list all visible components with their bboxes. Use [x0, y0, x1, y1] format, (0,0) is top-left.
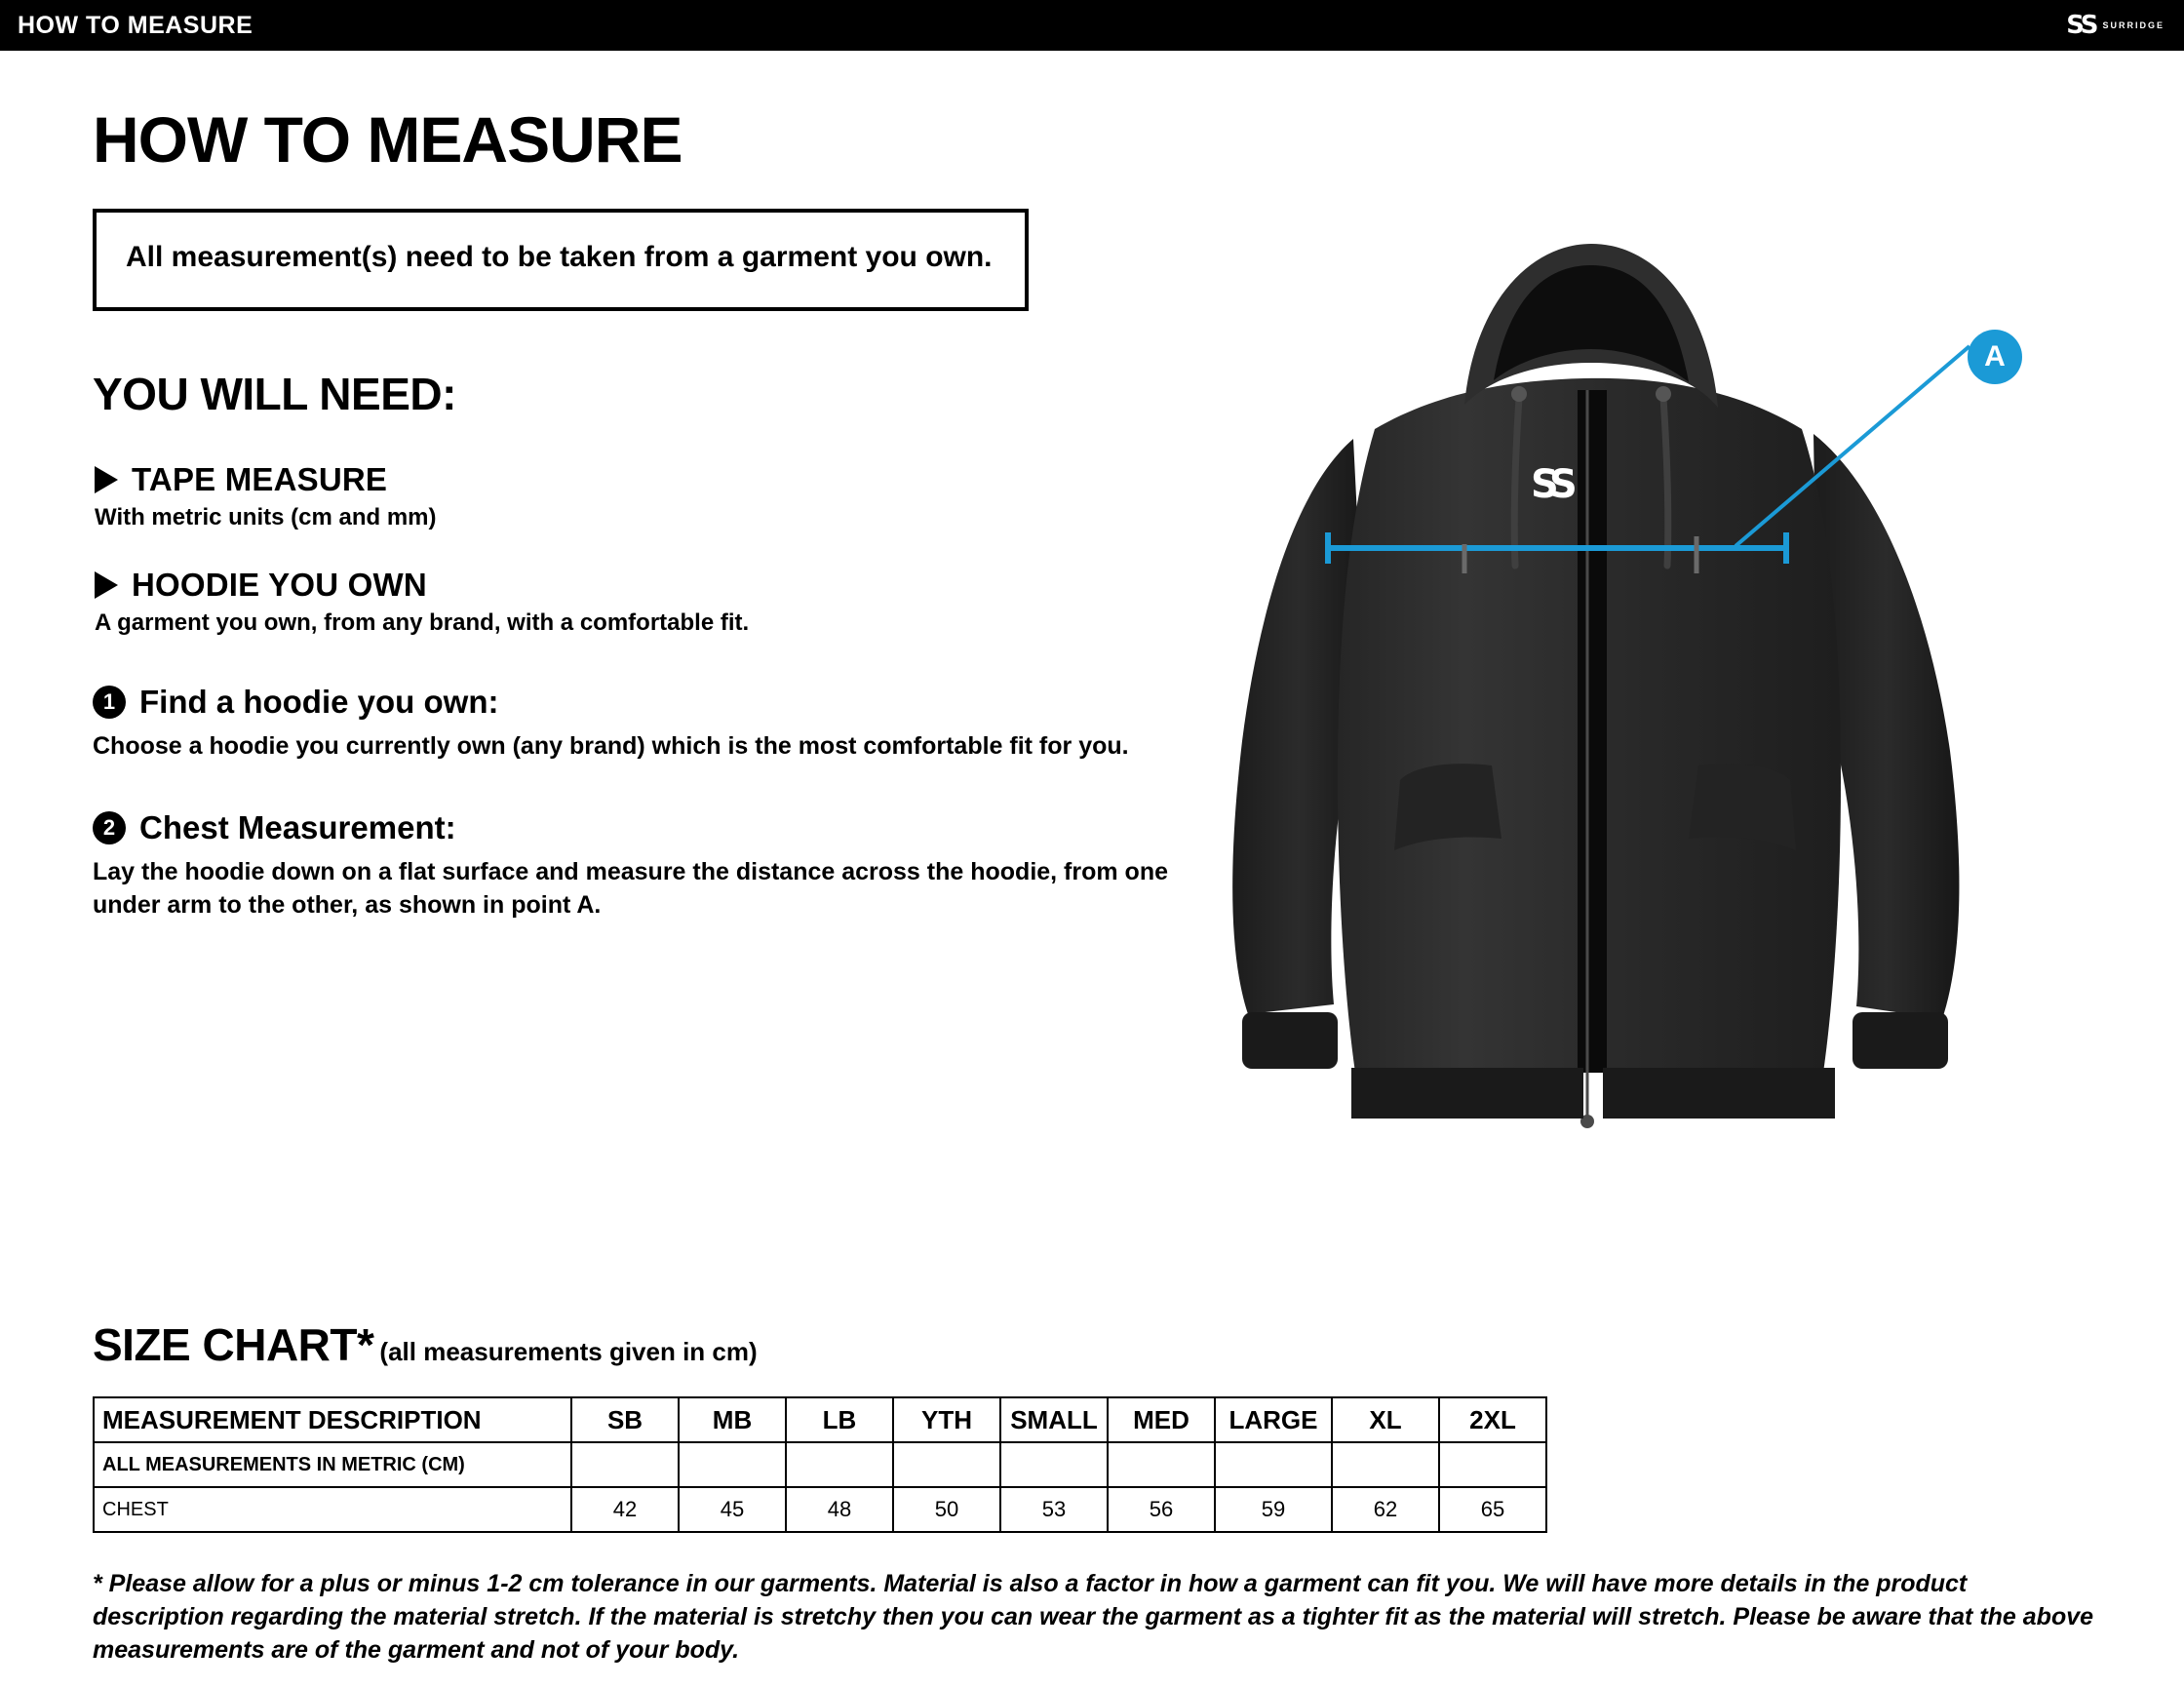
need-sublabel: A garment you own, from any brand, with a comfortable fit. [95, 608, 750, 636]
size-chart-block [93, 1318, 2096, 1533]
brand-name: SURRIDGE [2102, 20, 2164, 30]
cell: 45 [679, 1487, 786, 1532]
step-body: Choose a hoodie you currently own (any brand) which is the most comfortable fit for you. [93, 731, 1129, 760]
table-header-row [94, 1397, 1546, 1442]
column-header-yth: YTH [893, 1397, 1000, 1442]
step-body: Lay the hoodie down on a flat surface and measure the distance across the hoodie, from one under arm to the other, as shown in point A. [93, 858, 1169, 919]
step-head [93, 809, 1224, 846]
triangle-bullet-icon [95, 466, 118, 493]
column-header-mb: MB [679, 1397, 786, 1442]
column-header-lb: LB [786, 1397, 893, 1442]
row-label-chest: CHEST [94, 1487, 571, 1532]
cell: 62 [1332, 1487, 1439, 1532]
need-label: TAPE MEASURE [132, 460, 388, 497]
cell [1439, 1442, 1546, 1487]
column-header-small: SMALL [1000, 1397, 1108, 1442]
cell: 42 [571, 1487, 679, 1532]
cell [571, 1442, 679, 1487]
step-2 [93, 809, 1224, 923]
size-chart-table [93, 1396, 1547, 1533]
cell: 53 [1000, 1487, 1108, 1532]
cell [786, 1442, 893, 1487]
brand-mark-icon: SS [2066, 10, 2096, 40]
step-number-badge: 1 [93, 686, 126, 719]
hoodie-illustration [1209, 234, 2086, 1287]
table-row [94, 1487, 1546, 1532]
cell: 65 [1439, 1487, 1546, 1532]
cell [893, 1442, 1000, 1487]
cell [1000, 1442, 1108, 1487]
size-chart-title: SIZE CHART* [93, 1319, 374, 1370]
need-item-tape-measure [93, 461, 1224, 531]
column-header-sb: SB [571, 1397, 679, 1442]
you-will-need-title: YOU WILL NEED: [93, 368, 456, 419]
cell [1108, 1442, 1215, 1487]
cell: 59 [1215, 1487, 1332, 1532]
page-title: HOW TO MEASURE [93, 103, 682, 176]
size-chart-heading [93, 1318, 2096, 1371]
need-label: HOODIE YOU OWN [132, 566, 427, 603]
cell: 48 [786, 1487, 893, 1532]
step-head [93, 684, 1224, 721]
column-header-xl: XL [1332, 1397, 1439, 1442]
cell [679, 1442, 786, 1487]
cell: 56 [1108, 1487, 1215, 1532]
table-row [94, 1442, 1546, 1487]
row-label-metric: ALL MEASUREMENTS IN METRIC (CM) [94, 1442, 571, 1487]
column-header-med: MED [1108, 1397, 1215, 1442]
top-bar-title: HOW TO MEASURE [18, 11, 254, 39]
size-chart-subtitle: (all measurements given in cm) [379, 1337, 758, 1366]
triangle-bullet-icon [95, 571, 118, 599]
footnote-text: * Please allow for a plus or minus 1-2 cm tolerance in our garments. Material is also a factor in how a garment can fit you. We will have more details in the product description regarding the material stretch. If the material is stretchy then you can wear the garment as a tighter fit as the material will stretch. Please be aware that the above measurements are of the garment and not of your body. [93, 1570, 2094, 1664]
column-header-large: LARGE [1215, 1397, 1332, 1442]
svg-text:SS: SS [1531, 462, 1570, 507]
step-title: Chest Measurement: [139, 809, 456, 846]
need-item-hoodie [93, 567, 1224, 637]
notice-box [93, 209, 1029, 311]
brand-name-stack [2102, 20, 2164, 30]
column-header-2xl: 2XL [1439, 1397, 1546, 1442]
need-sublabel: With metric units (cm and mm) [95, 503, 437, 530]
brand-stack [2066, 10, 2096, 40]
brand-logo [2066, 10, 2184, 40]
need-head [93, 461, 1224, 498]
need-head [93, 567, 1224, 604]
left-content-column [93, 103, 1224, 923]
callout-badge-a: A [1968, 330, 2022, 384]
top-bar [0, 0, 2184, 51]
step-1 [93, 684, 1224, 764]
step-number-badge: 2 [93, 811, 126, 844]
step-title: Find a hoodie you own: [139, 683, 499, 720]
column-header-description: MEASUREMENT DESCRIPTION [94, 1397, 571, 1442]
cell: 50 [893, 1487, 1000, 1532]
cell [1332, 1442, 1439, 1487]
notice-text: All measurement(s) need to be taken from a garment you own. [126, 241, 993, 273]
cell [1215, 1442, 1332, 1487]
